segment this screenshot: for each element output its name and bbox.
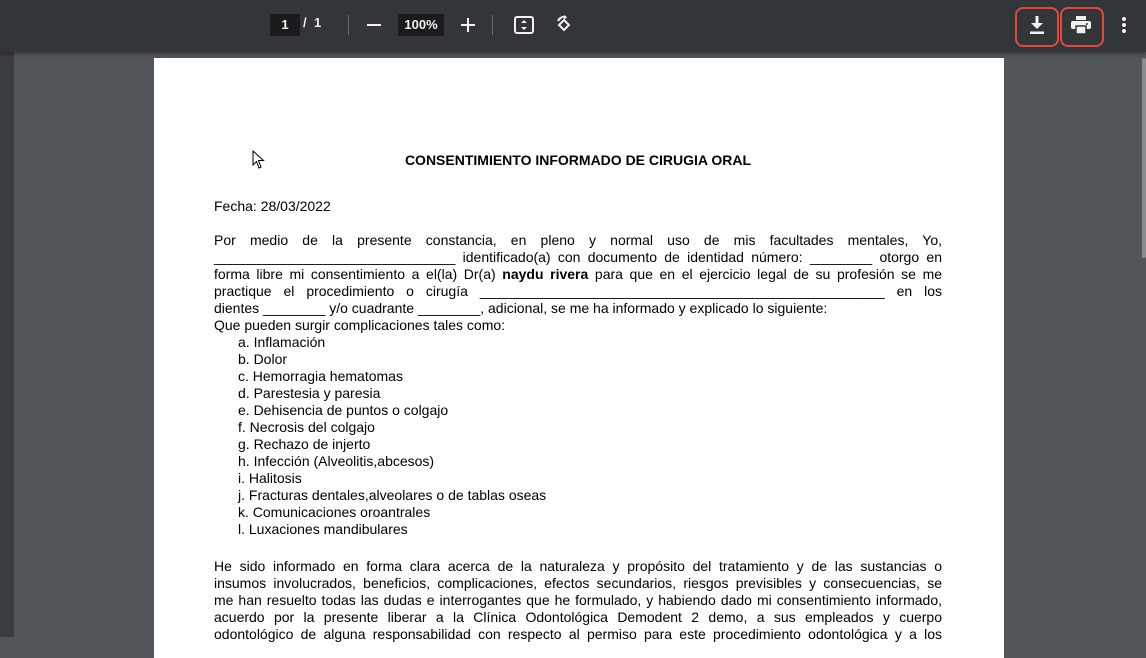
- paragraph-line: acuerdo por la presente liberar a la Clínica Odontológica Demodent 2 demo, a sus empleados y cuerpo: [214, 609, 942, 625]
- zoom-in-button[interactable]: [458, 14, 478, 36]
- download-icon: [1029, 16, 1045, 34]
- paragraph-line: [214, 266, 942, 283]
- fit-page-icon: [514, 16, 534, 34]
- information-paragraph: [214, 558, 942, 643]
- paragraph-line: odontológico de alguna responsabilidad con respecto al permiso para este procedimiento odontológica y a los: [214, 626, 942, 642]
- print-icon: [1071, 16, 1091, 34]
- zoom-out-icon: [367, 18, 381, 32]
- download-button[interactable]: [1025, 13, 1049, 37]
- list-item: b. Dolor: [238, 351, 288, 367]
- list-item: k. Comunicaciones oroantrales: [238, 504, 431, 520]
- mouse-cursor-icon: [252, 150, 266, 170]
- fit-page-button[interactable]: [512, 13, 536, 37]
- list-item: j. Fracturas dentales,alveolares o de tablas oseas: [238, 487, 547, 503]
- paragraph-line: Por medio de la presente constancia, en pleno y normal uso de mis facultades mentales, Yo,: [214, 232, 942, 248]
- toolbar-divider: [348, 15, 349, 35]
- page-separator: /: [303, 15, 307, 30]
- paragraph-line: He sido informado en forma clara acerca de la naturaleza y propósito del tratamiento y de las sustancias o: [214, 558, 942, 574]
- paragraph-line: dientes ________ y/o cuadrante ________, adicional, se me ha informado y explicado lo siguiente:: [214, 300, 828, 316]
- pdf-toolbar: [0, 0, 1146, 52]
- more-icon: [1122, 17, 1126, 33]
- rotate-button[interactable]: [552, 13, 576, 37]
- complications-list: [238, 334, 546, 538]
- scrollbar-thumb[interactable]: [1142, 58, 1146, 258]
- zoom-level-input[interactable]: 100%: [398, 14, 444, 36]
- sidebar-strip: [0, 52, 14, 637]
- page-number-input[interactable]: 1: [270, 14, 300, 36]
- paragraph-line: _______________________________ identificado(a) con documento de identidad número: ________ otorgo en: [214, 249, 942, 265]
- pdf-page: [154, 58, 1004, 658]
- list-item: c. Hemorragia hematomas: [238, 368, 403, 384]
- paragraph-line: me han resuelto todas las dudas e interrogantes que he formulado, y habiendo dado mi consentimiento informado,: [214, 592, 942, 608]
- total-pages: 1: [314, 15, 322, 30]
- more-options-button[interactable]: [1114, 13, 1134, 37]
- paragraph-line: Que pueden surgir complicaciones tales como:: [214, 317, 506, 333]
- paragraph-line: practique el procedimiento o cirugía ____________________________________________________ en los: [214, 283, 942, 299]
- rotate-icon: [554, 15, 574, 35]
- zoom-out-button[interactable]: [364, 14, 384, 36]
- paragraph-text: para que en el ejercicio legal de su profesión se me: [594, 266, 943, 282]
- toolbar-divider: [492, 15, 493, 35]
- list-item: e. Dehisencia de puntos o colgajo: [238, 402, 449, 418]
- list-item: f. Necrosis del colgajo: [238, 419, 375, 435]
- document-title: CONSENTIMIENTO INFORMADO DE CIRUGIA ORAL: [404, 152, 752, 168]
- list-item: d. Parestesia y paresia: [238, 385, 381, 401]
- consent-paragraph: [214, 232, 942, 334]
- paragraph-line: insumos involucrados, beneficios, complicaciones, efectos secundarios, riesgos previsibles y consecuencias, se: [214, 575, 942, 591]
- doctor-name: naydu rivera: [502, 266, 589, 282]
- zoom-in-icon: [461, 18, 475, 32]
- list-item: g. Rechazo de injerto: [238, 436, 371, 452]
- list-item: a. Inflamación: [238, 334, 326, 350]
- list-item: l. Luxaciones mandibulares: [238, 521, 408, 537]
- paragraph-text: forma libre mi consentimiento a el(la) Dr(a): [214, 266, 496, 282]
- list-item: h. Infección (Alveolitis,abcesos): [238, 453, 435, 469]
- list-item: i. Halitosis: [238, 470, 302, 486]
- print-button[interactable]: [1069, 13, 1093, 37]
- document-date: Fecha: 28/03/2022: [214, 198, 331, 214]
